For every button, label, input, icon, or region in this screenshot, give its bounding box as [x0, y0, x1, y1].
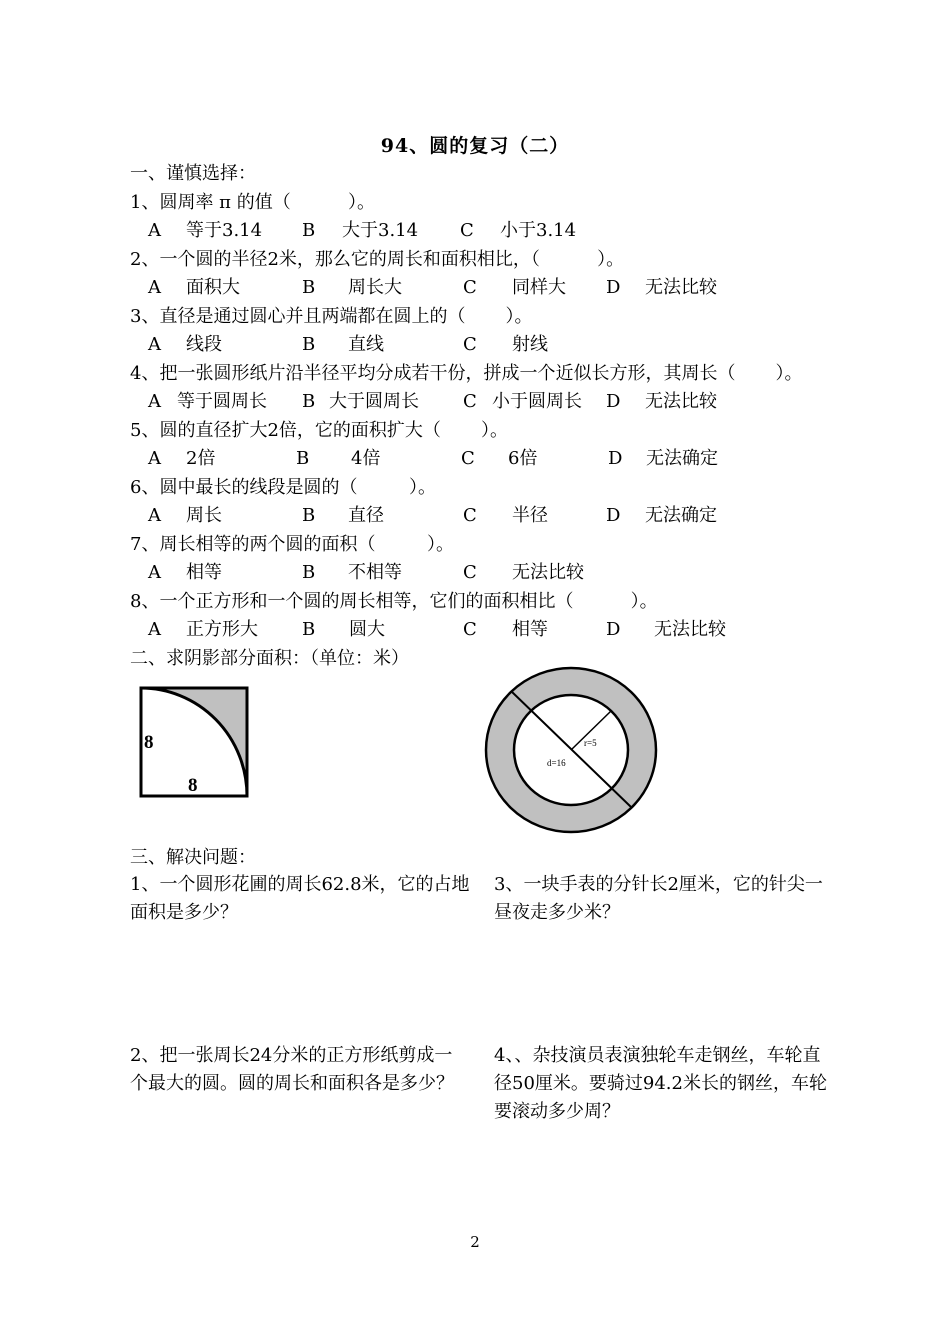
question-2-stem: 2、一个圆的半径2米，那么它的周长和面积相比，（ ）。: [130, 249, 625, 270]
q1-option-c-letter: C: [460, 220, 474, 241]
q6-option-a-text: 周长: [186, 505, 222, 526]
question-5-stem: 5、圆的直径扩大2倍，它的面积扩大（ ）。: [130, 420, 508, 441]
q5-option-b-text: 4倍: [351, 448, 381, 469]
q8-option-c-text: 相等: [512, 619, 548, 640]
q8-option-a-letter: A: [148, 619, 161, 640]
q2-option-a-letter: A: [148, 277, 161, 298]
q2-option-b-letter: B: [302, 277, 316, 298]
q3-option-a-text: 线段: [186, 334, 222, 355]
diameter-label: d=16: [547, 758, 566, 768]
quarter-circle-figure: [136, 684, 252, 800]
q5-option-d-text: 无法确定: [646, 448, 718, 469]
q5-option-d-letter: D: [608, 448, 623, 469]
q6-option-c-text: 半径: [512, 505, 548, 526]
q6-option-c-letter: C: [463, 505, 477, 526]
q2-option-d-text: 无法比较: [645, 277, 717, 298]
q6-option-b-letter: B: [302, 505, 316, 526]
q3-option-c-text: 射线: [512, 334, 548, 355]
ring-figure: [484, 664, 660, 836]
q2-option-b-text: 周长大: [348, 277, 402, 298]
q8-option-a-text: 正方形大: [186, 619, 258, 640]
q4-option-a-letter: A: [148, 391, 161, 412]
q4-option-b-text: 大于圆周长: [329, 391, 419, 412]
q1-option-c-text: 小于3.14: [500, 220, 577, 241]
section2-heading: 二、求阴影部分面积：（单位：米）: [130, 648, 409, 669]
q2-option-c-letter: C: [463, 277, 477, 298]
q3-option-c-letter: C: [463, 334, 477, 355]
question-4-stem: 4、把一张圆形纸片沿半径平均分成若干份，拼成一个近似长方形，其周长（ ）。: [130, 363, 803, 384]
q7-option-a-text: 相等: [186, 562, 222, 583]
q4-option-b-letter: B: [302, 391, 316, 412]
q6-option-a-letter: A: [148, 505, 161, 526]
side-label: 8: [144, 732, 154, 753]
page-number: 2: [470, 1233, 480, 1251]
problem-3: 3、一块手表的分针长2厘米，它的针尖一昼夜走多少米？: [494, 874, 823, 923]
q8-option-d-letter: D: [606, 619, 621, 640]
q4-option-a-text: 等于圆周长: [177, 391, 267, 412]
question-3-stem: 3、直径是通过圆心并且两端都在圆上的（ ）。: [130, 306, 533, 327]
q5-option-a-letter: A: [148, 448, 161, 469]
q7-option-a-letter: A: [148, 562, 161, 583]
section1-heading: 一、谨慎选择：: [130, 163, 256, 184]
section3-heading: 三、解决问题：: [130, 847, 256, 868]
q4-option-d-letter: D: [606, 391, 621, 412]
question-8-stem: 8、一个正方形和一个圆的周长相等，它们的面积相比（ ）。: [130, 591, 658, 612]
q8-option-b-letter: B: [302, 619, 316, 640]
problem-4: 4、、杂技演员表演独轮车走钢丝，车轮直径50厘米。要骑过94.2米长的钢丝，车轮要滚动多少周？: [494, 1045, 827, 1122]
problem-1: 1、一个圆形花圃的周长62.8米，它的占地面积是多少？: [130, 874, 470, 923]
q5-option-b-letter: B: [296, 448, 310, 469]
q8-option-d-text: 无法比较: [654, 619, 726, 640]
question-7-stem: 7、周长相等的两个圆的面积（ ）。: [130, 534, 454, 555]
q2-option-a-text: 面积大: [186, 277, 240, 298]
q3-option-b-text: 直线: [348, 334, 384, 355]
q7-option-c-text: 无法比较: [512, 562, 584, 583]
q6-option-d-letter: D: [606, 505, 621, 526]
q6-option-b-text: 直径: [348, 505, 384, 526]
q1-option-b-text: 大于3.14: [342, 220, 419, 241]
q7-option-b-letter: B: [302, 562, 316, 583]
q8-option-b-text: 圆大: [349, 619, 385, 640]
q1-option-b-letter: B: [302, 220, 316, 241]
q5-option-c-letter: C: [461, 448, 475, 469]
question-1-stem: 1、圆周率 π 的值（ ）。: [130, 192, 375, 213]
q1-option-a-text: 等于3.14: [186, 220, 263, 241]
problem-2: 2、把一张周长24分米的正方形纸剪成一个最大的圆。圆的周长和面积各是多少？: [130, 1045, 454, 1094]
q4-option-c-letter: C: [463, 391, 477, 412]
radius-label: r=5: [584, 738, 597, 748]
q4-option-d-text: 无法比较: [645, 391, 717, 412]
q7-option-c-letter: C: [463, 562, 477, 583]
q5-option-c-text: 6倍: [508, 448, 538, 469]
q3-option-b-letter: B: [302, 334, 316, 355]
q8-option-c-letter: C: [463, 619, 477, 640]
q3-option-a-letter: A: [148, 334, 161, 355]
q6-option-d-text: 无法确定: [645, 505, 717, 526]
q1-option-a-letter: A: [148, 220, 161, 241]
q7-option-b-text: 不相等: [348, 562, 402, 583]
bottom-label: 8: [188, 775, 198, 796]
q2-option-d-letter: D: [606, 277, 621, 298]
q5-option-a-text: 2倍: [186, 448, 216, 469]
q2-option-c-text: 同样大: [512, 277, 566, 298]
page-title: 94、圆的复习（二）: [380, 135, 570, 157]
q4-option-c-text: 小于圆周长: [492, 391, 582, 412]
question-6-stem: 6、圆中最长的线段是圆的（ ）。: [130, 477, 436, 498]
